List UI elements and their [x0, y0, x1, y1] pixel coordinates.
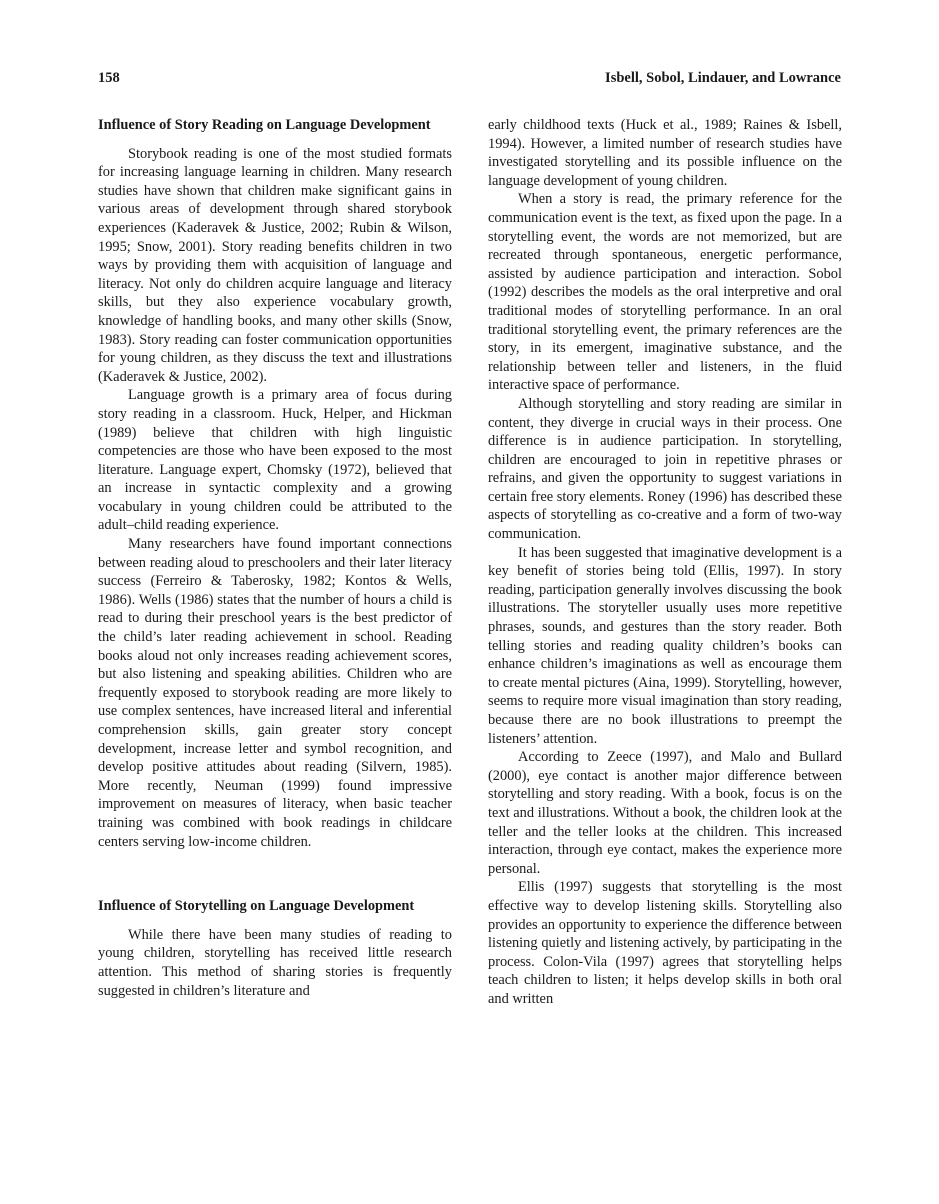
body-paragraph: While there have been many studies of reading to young children, storytelling has received little research attention. This method of sharing stories is frequently suggested in children’s literature and: [98, 926, 452, 999]
body-paragraph: Storybook reading is one of the most studied formats for increasing language learning in children. Many research studies have shown that children make significant gains in various areas of development through shared storybook experiences (Kaderavek & Justice, 2002; Rubin & Wilson, 1995; Snow, 2001). Story reading benefits children in two ways by providing them with acquisition of language and literacy. Not only do children acquire language and literacy skills, but they also experience vocabulary growth, knowledge of handling books, and many other skills (Snow, 1983). Story reading can foster communication opportunities for young children, as they discuss the text and illustrations (Kaderavek & Justice, 2002).: [98, 145, 452, 385]
body-paragraph: It has been suggested that imaginative development is a key benefit of stories being told (Ellis, 1997). In story reading, participation generally involves discussing the book illustrations. The storyteller usually uses more repetitive phrases, sounds, and gestures than the story reader. Both telling stories and reading quality children’s books can enhance children’s imaginations as well as encourage them to create mental pictures (Aina, 1999). Storytelling, however, seems to require more visual imagination than story reading, because there are no book illustrations to preempt the listeners’ attention.: [488, 544, 842, 747]
body-paragraph: When a story is read, the primary reference for the communication event is the text, as fixed upon the page. In a storytelling event, the words are not memorized, but are recreated through spontaneous, energetic performance, assisted by audience participation and interaction. Sobol (1992) describes the models as the oral interpretive and oral traditional modes of storytelling performance. In an oral traditional storytelling event, the primary references are the story, in its emergent, imaginative substance, and the relationship between teller and listeners, in the fluid interactive space of performance.: [488, 191, 842, 394]
body-paragraph: Many researchers have found important connections between reading aloud to preschoolers and their later literacy success (Ferreiro & Taberosky, 1982; Kontos & Wells, 1986). Wells (1986) states that the number of hours a child is read to during their preschool years is the best predictor of the child’s later reading achievement in school. Reading books aloud not only increases reading achievement scores, but also listening and speaking abilities. Children who are frequently exposed to storybook reading are more likely to use complex sentences, have increased literal and inferential comprehension skills, gain greater story concept development, increase letter and symbol recognition, and develop positive attitudes about reading (Silvern, 1985). More recently, Neuman (1999) found impressive improvement on measures of literacy, when basic teacher training was combined with book readings in childcare centers serving low-income children.: [98, 536, 452, 850]
page-number: 158: [98, 70, 120, 86]
section-heading-storytelling: Influence of Storytelling on Language Development: [98, 898, 415, 915]
body-paragraph: According to Zeece (1997), and Malo and Bullard (2000), eye contact is another major difference between storytelling and story reading. With a book, focus is on the text and illustrations. Without a book, the children look at the teller and the teller looks at the children. This increased interaction, through eye contact, makes the experience more personal.: [488, 749, 842, 877]
running-head: Isbell, Sobol, Lindauer, and Lowrance: [605, 70, 841, 86]
section-heading-story-reading: Influence of Story Reading on Language Development: [98, 117, 431, 133]
body-paragraph: Language growth is a primary area of focus during story reading in a classroom. Huck, Helper, and Hickman (1989) believe that children with high linguistic competencies are those who have been exposed to the most literature. Language expert, Chomsky (1972), believed that an increase in syntactic complexity and a growing vocabulary in young children could be attributed to the adult–child reading experience.: [98, 387, 452, 534]
continued-paragraph: early childhood texts (Huck et al., 1989; Raines & Isbell, 1994). However, a limited number of research studies have investigated storytelling and its possible influence on the language development of young children.: [488, 117, 842, 189]
body-paragraph: Ellis (1997) suggests that storytelling is the most effective way to develop listening skills. Storytelling also provides an opportunity to experience the difference between listening quietly and listening actively, by participating in the process. Colon-Vila (1997) agrees that storytelling helps teach children to listen; it helps develop skills in both oral and written: [488, 879, 842, 1007]
body-paragraph: Although storytelling and story reading are similar in content, they diverge in crucial ways in their process. One difference is in audience participation. In storytelling, children are encouraged to join in repetitive phrases or refrains, and given the opportunity to suggest variations in certain free story elements. Roney (1996) has described these aspects of storytelling as co-creative and a form of two-way communication.: [488, 395, 842, 543]
left-column: [98, 116, 452, 1000]
right-column: [488, 116, 842, 1009]
